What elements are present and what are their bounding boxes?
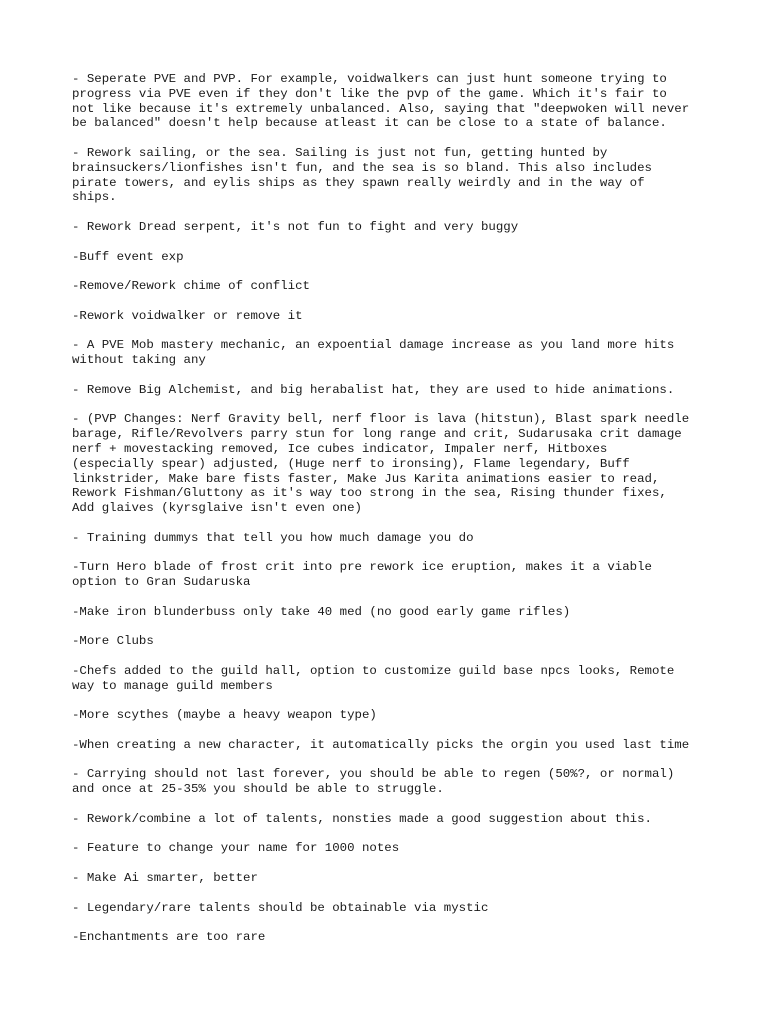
paragraph-new-character-origin: -When creating a new character, it automatically picks the orgin you used last time <box>72 737 690 752</box>
paragraph-rework-talents: - Rework/combine a lot of talents, nonsties made a good suggestion about this. <box>72 811 652 826</box>
paragraph-carrying: - Carrying should not last forever, you should be able to regen (50%?, or normal) and once at 25-35% you should be able to struggle. <box>72 767 675 797</box>
paragraph-guild-hall: -Chefs added to the guild hall, option to customize guild base npcs looks, Remote way to manage guild members <box>72 663 675 693</box>
paragraph-hero-blade: -Turn Hero blade of frost crit into pre rework ice eruption, makes it a viable option to Gran Sudaruska <box>72 560 652 590</box>
paragraph-mob-mastery: - A PVE Mob mastery mechanic, an expoential damage increase as you land more hits without taking any <box>72 338 675 368</box>
paragraph-chime-of-conflict: -Remove/Rework chime of conflict <box>72 279 310 294</box>
paragraph-more-clubs: -More Clubs <box>72 634 154 649</box>
paragraph-dread-serpent: - Rework Dread serpent, it's not fun to fight and very buggy <box>72 219 519 234</box>
document-page <box>72 72 700 960</box>
paragraph-pvp-changes: - (PVP Changes: Nerf Gravity bell, nerf floor is lava (hitstun), Blast spark needle barage, Rifle/Revolvers parry stun for long range and crit, Sudarusaka crit damage nerf + movestacking removed, Ice cubes indicator, Impaler nerf, Hitboxes (especially spear) adjusted, (Huge nerf to ironsing), Flame legendary, Buff linkstrider, Make bare fists faster, Make Jus Karita animations easier to read, Rework Fishman/Gluttony as it's way too strong in the sea, Rising thunder fixes, Add glaives (kyrsglaive isn't even one) <box>72 412 690 516</box>
paragraph-legendary-talents: - Legendary/rare talents should be obtainable via mystic <box>72 900 489 915</box>
paragraph-smarter-ai: - Make Ai smarter, better <box>72 871 258 886</box>
paragraph-separate-pve-pvp: - Seperate PVE and PVP. For example, voidwalkers can just hunt someone trying to progress via PVE even if they don't like the pvp of the game. Which it's fair to not like because it's extremely unbalanced. Also, saying that "deepwoken will never be balanced" doesn't help because atleast it can be close to a state of balance. <box>72 72 690 131</box>
paragraph-remove-hats: - Remove Big Alchemist, and big herabalist hat, they are used to hide animations. <box>72 382 675 397</box>
paragraph-more-scythes: -More scythes (maybe a heavy weapon type) <box>72 708 377 723</box>
paragraph-training-dummys: - Training dummys that tell you how much damage you do <box>72 530 474 545</box>
paragraph-buff-event-exp: -Buff event exp <box>72 249 184 264</box>
paragraph-iron-blunderbuss: -Make iron blunderbuss only take 40 med (no good early game rifles) <box>72 604 571 619</box>
paragraph-rework-sailing: - Rework sailing, or the sea. Sailing is just not fun, getting hunted by brainsuckers/lionfishes isn't fun, and the sea is so bland. This also includes pirate towers, and eylis ships as they spawn really weirdly and in the way of ships. <box>72 145 652 205</box>
paragraph-enchantments: -Enchantments are too rare <box>72 930 266 945</box>
paragraph-voidwalker: -Rework voidwalker or remove it <box>72 308 303 323</box>
paragraph-name-change: - Feature to change your name for 1000 notes <box>72 841 400 856</box>
